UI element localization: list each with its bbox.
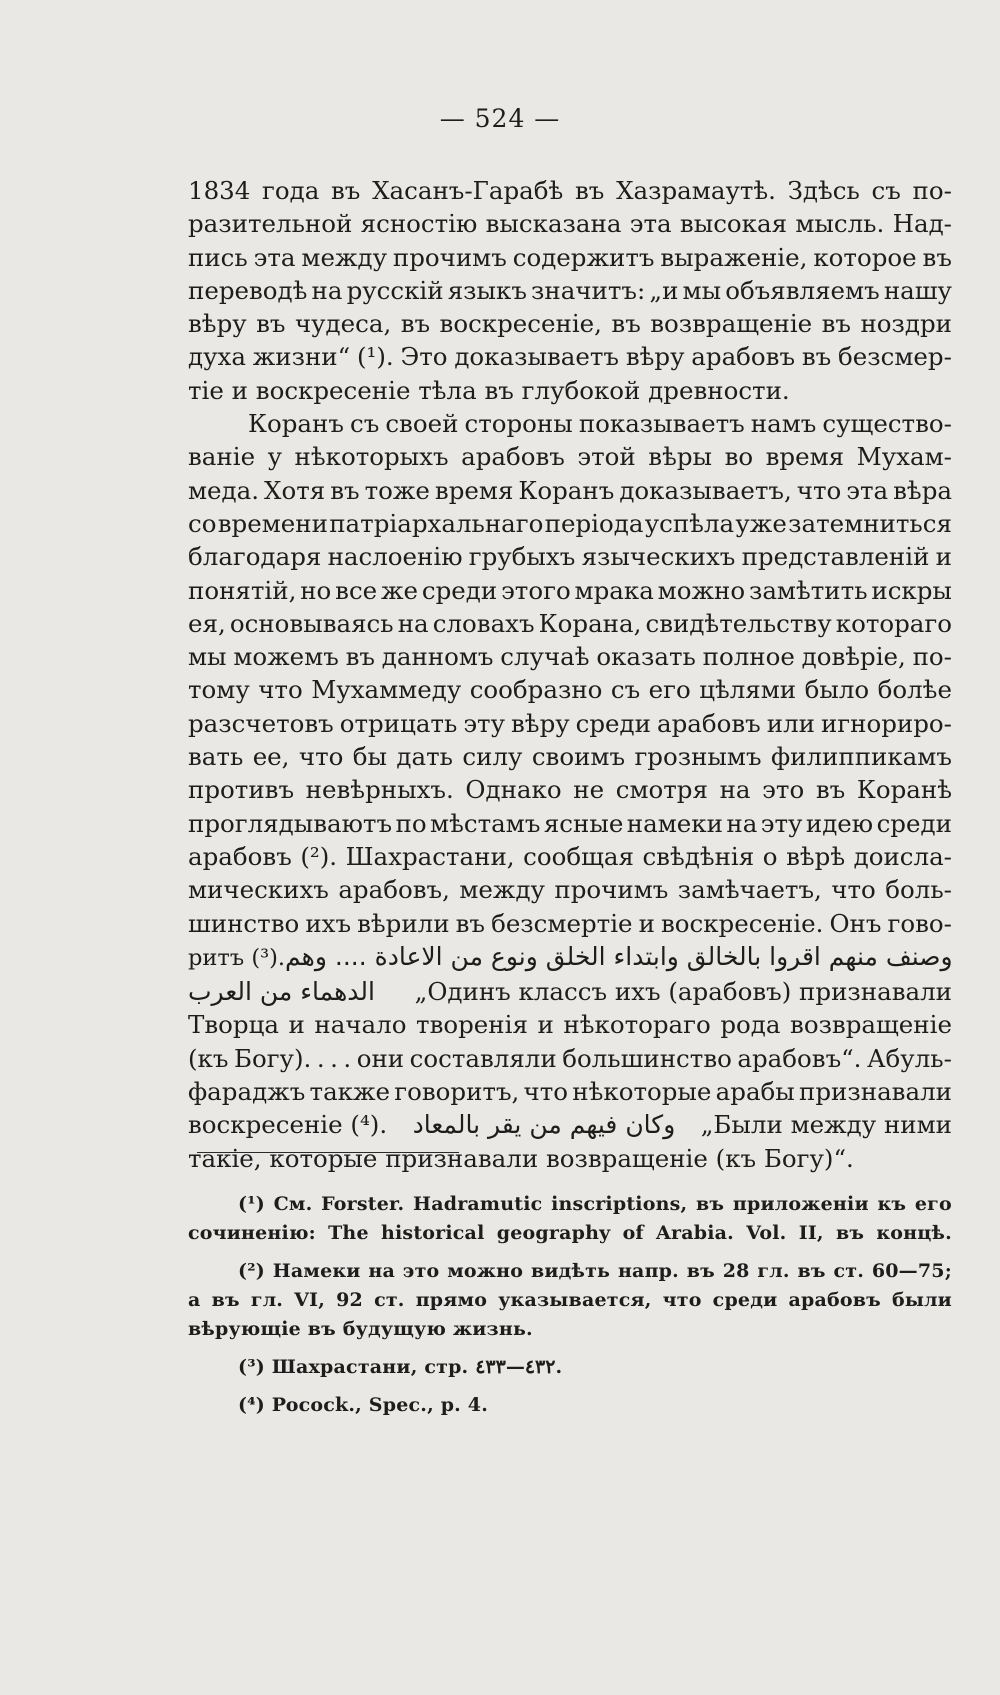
text-line: вать ее, что бы дать силу своимъ грознымъ филиппикамъ	[188, 742, 952, 772]
text-line: 1834 года въ Хасанъ-Гарабѣ въ Хазрамаутѣ. Здѣсь съ по-	[188, 176, 952, 205]
text-line: мы можемъ въ данномъ случаѣ оказать полное довѣріе, по-	[188, 642, 952, 672]
footnote	[188, 1257, 952, 1344]
text-line: шинство ихъ вѣрили въ безсмертіе и воскресеніе. Онъ гово-	[188, 908, 952, 938]
footnote-line: (²) Намеки на это можно видѣть напр. въ 28 гл. въ ст. 60—75;	[238, 1260, 952, 1282]
quote-translation: „Были между ними	[700, 1110, 952, 1140]
footnote-line: (³) Шахрастани, стр. ٤٣٢—٤٣٣.	[238, 1356, 563, 1378]
text-line: фараджъ также говоритъ, что нѣкоторые арабы признавали	[188, 1077, 952, 1107]
footnote-line: а въ гл. VI, 92 ст. прямо указывается, что среди арабовъ были	[188, 1289, 952, 1311]
footnotes	[188, 1190, 952, 1429]
text-line: меда. Хотя въ тоже время Коранъ доказываетъ, что эта вѣра	[188, 475, 952, 505]
text-line-arabic-quote-2	[188, 975, 952, 1008]
text-line: пись эта между прочимъ содержитъ выраженіе, которое въ	[188, 242, 952, 272]
text-line: такіе, которые признавали возвращеніе (къ Богу)“.	[188, 1143, 854, 1173]
footnote	[188, 1353, 952, 1382]
arabic-quote: وصنف منهم اقروا بالخالق وابتداء الخلق ونوع من الاعادة .... وهم	[285, 941, 953, 971]
footnote-separator	[197, 1152, 459, 1153]
text-line: ваніе у нѣкоторыхъ арабовъ этой вѣры во время Мухам-	[188, 442, 952, 472]
arabic-quote: وكان فيهم من يقر بالمعاد	[412, 1110, 676, 1140]
text-line: разительной ясностію высказана эта высокая мысль. Над-	[188, 209, 952, 239]
text-line: тому что Мухаммеду сообразно съ его цѣлями было болѣе	[188, 675, 952, 705]
text-line: разсчетовъ отрицать эту вѣру среди арабовъ или игнориро-	[188, 708, 952, 738]
footnote-line: вѣрующіе въ будущую жизнь.	[188, 1318, 533, 1340]
footnote-line: (⁴) Pocock., Spec., p. 4.	[238, 1394, 489, 1416]
text-line: вѣру въ чудеса, въ воскресеніе, въ возвращеніе въ ноздри	[188, 309, 952, 339]
text-line: со времени патріархальнаго періода успѣла уже затемниться	[188, 508, 952, 538]
quote-translation: „Одинъ классъ ихъ (арабовъ) признавали	[414, 977, 952, 1007]
text-line-arabic-quote-3	[188, 1108, 952, 1141]
text-line: переводѣ на русскій языкъ значитъ: „и мы объявляемъ нашу	[188, 275, 952, 305]
text-line: противъ невѣрныхъ. Однако не смотря на это въ Коранѣ	[188, 775, 952, 805]
text-line: (къ Богу). . . . они составляли большинство арабовъ“. Абуль-	[188, 1043, 952, 1073]
footnote-line: сочиненію: The historical geography of Arabia. Vol. II, въ концѣ.	[188, 1222, 952, 1244]
paragraph	[188, 1008, 952, 1108]
text-line: арабовъ (²). Шахрастани, сообщая свѣдѣнія о вѣрѣ доисла-	[188, 841, 952, 871]
text-line: Творца и начало творенія и нѣкотораго рода возвращеніе	[188, 1010, 952, 1040]
text-line: понятій, но все же среди этого мрака можно замѣтить искры	[188, 575, 952, 605]
page-number: — 524 —	[439, 104, 561, 133]
footnote-line: (¹) См. Forster. Hadramutic inscriptions, въ приложеніи къ его	[238, 1193, 952, 1215]
arabic-quote: الدهماء من العرب	[188, 977, 375, 1007]
main-text	[188, 174, 952, 1175]
text-line: благодаря наслоенію грубыхъ языческихъ представленій и	[188, 542, 952, 572]
quote-lead: воскресеніе (⁴).	[188, 1110, 388, 1140]
text-line: Коранъ съ своей стороны показываетъ намъ существо-	[248, 409, 952, 439]
text-line: мическихъ арабовъ, между прочимъ замѣчаетъ, что боль-	[188, 875, 952, 905]
text-line: проглядываютъ по мѣстамъ ясные намеки на эту идею среди	[188, 808, 952, 838]
paragraph	[188, 174, 952, 940]
text-line: ея, основываясь на словахъ Корана, свидѣтельству котораго	[188, 608, 952, 638]
text-line-arabic-quote-1	[188, 940, 952, 975]
text-line: духа жизни“ (¹). Это доказываетъ вѣру арабовъ въ безсмер-	[188, 342, 952, 372]
footnote	[188, 1391, 952, 1420]
text-line: тіе и воскресеніе тѣла въ глубокой древности.	[188, 375, 790, 405]
footnote	[188, 1190, 952, 1248]
quote-lead: ритъ (³).	[188, 944, 286, 971]
